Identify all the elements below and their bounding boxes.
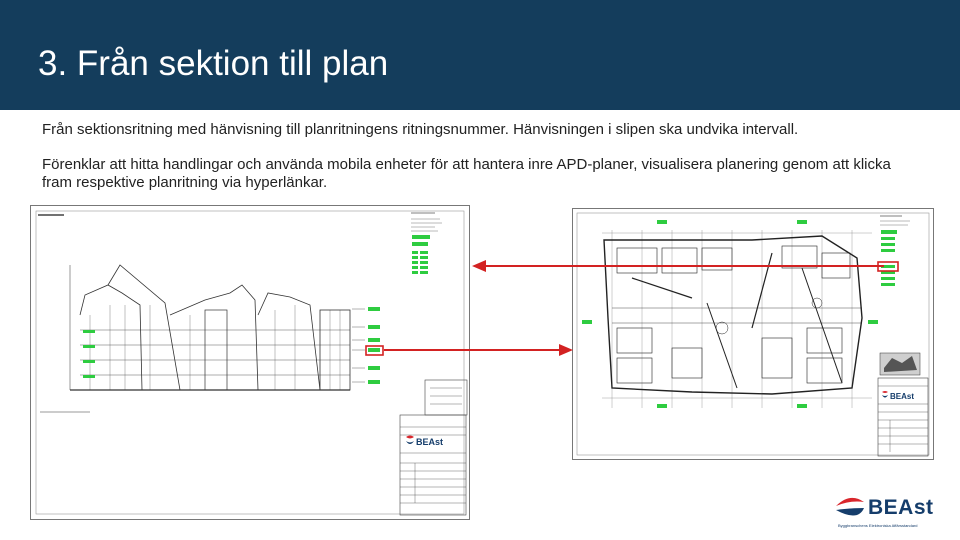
svg-text:BEAst: BEAst: [890, 392, 915, 401]
paragraph-intro: Från sektionsritning med hänvisning till planritningens ritningsnummer. Hänvisningen i slipen ska undvika intervall.: [42, 121, 799, 138]
arrow-right-icon: [384, 344, 573, 356]
arrow-left-icon: [472, 260, 884, 272]
svg-text:BEAst: BEAst: [416, 437, 444, 447]
beast-logo-tagline: Byggbranschens Elektroniska Affärsstandard: [838, 523, 918, 528]
beast-logo-mark: [834, 496, 866, 522]
paragraph-benefits: Förenklar att hitta handlingar och använda mobila enheter för att hantera inre APD-planer, visualisera planering genom att klicka fram respektive planritning via hyperlänkar.: [42, 156, 891, 191]
slide-title: 3. Från sektion till plan: [38, 44, 389, 83]
beast-logo: [834, 494, 934, 530]
beast-logo-name: BEAst: [868, 496, 934, 519]
